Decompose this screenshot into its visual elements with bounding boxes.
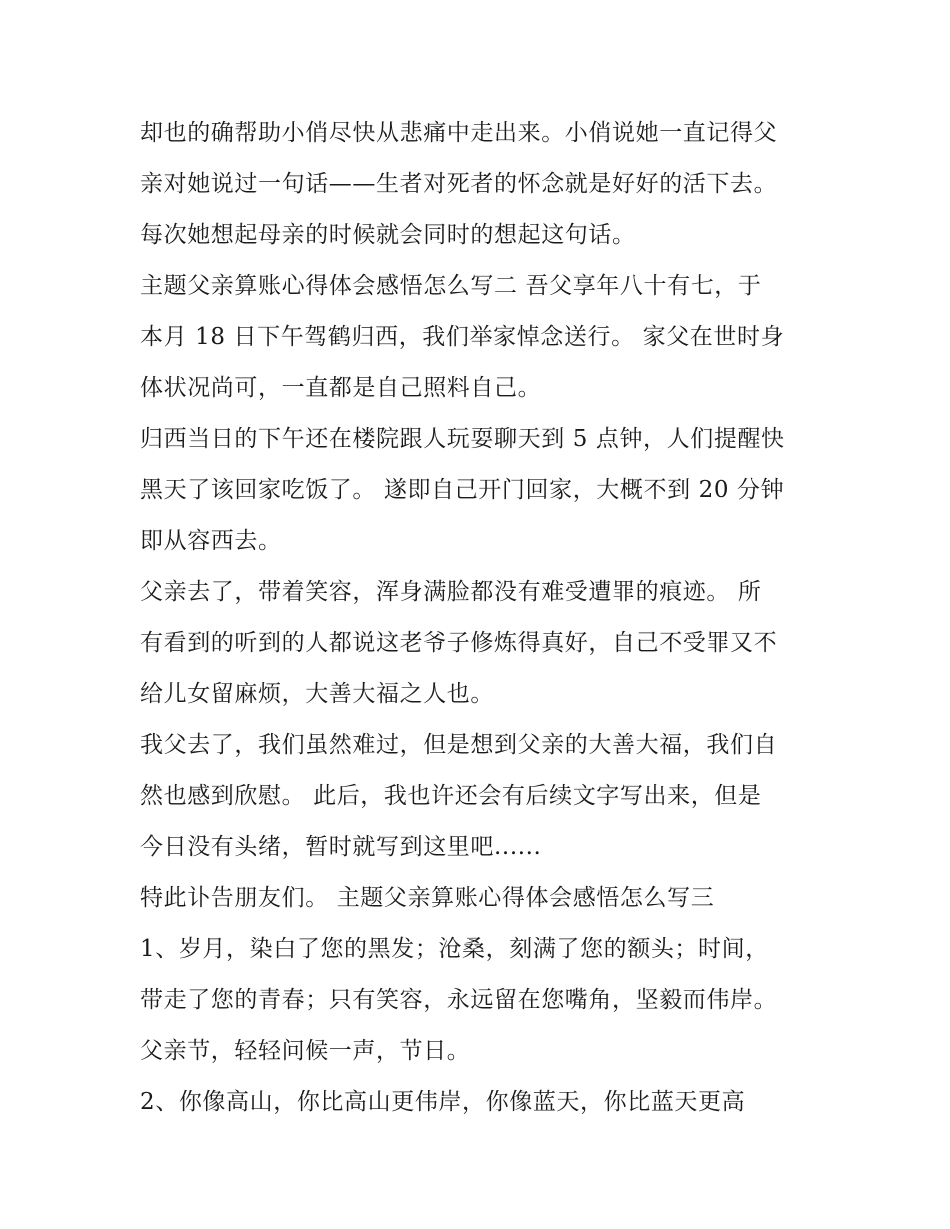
text-line: 2、你像高山，你比高山更伟岸，你像蓝天，你比蓝天更高	[140, 1089, 746, 1115]
text-line: 却也的确帮助小俏尽快从悲痛中走出来。小俏说她一直记得父	[140, 120, 778, 146]
text-line: 每次她想起母亲的时候就会同时的想起这句话。	[140, 222, 636, 248]
text-line: 即从容西去。	[140, 528, 282, 554]
text-line: 今日没有头绪，暂时就写到这里吧......	[140, 834, 542, 860]
text-line: 然也感到欣慰。 此后，我也许还会有后续文字写出来，但是	[140, 783, 762, 809]
text-line: 父亲去了，带着笑容，浑身满脸都没有难受遭罪的痕迹。 所	[140, 579, 762, 605]
text-line: 我父去了，我们虽然难过，但是想到父亲的大善大福，我们自	[140, 732, 778, 758]
text-line: 归西当日的下午还在楼院跟人玩耍聊天到 5 点钟，人们提醒快	[140, 426, 785, 452]
text-line: 亲对她说过一句话——生者对死者的怀念就是好好的活下去。	[140, 171, 778, 197]
text-line: 主题父亲算账心得体会感悟怎么写二 吾父享年八十有七，于	[140, 273, 762, 299]
text-line: 带走了您的青春；只有笑容，永远留在您嘴角，坚毅而伟岸。	[140, 987, 778, 1013]
text-line: 给儿女留麻烦，大善大福之人也。	[140, 681, 494, 707]
text-line: 黑天了该回家吃饭了。 遂即自己开门回家，大概不到 20 分钟	[140, 477, 785, 503]
text-line: 1、岁月，染白了您的黑发；沧桑，刻满了您的额头；时间，	[140, 936, 769, 962]
text-line: 特此讣告朋友们。 主题父亲算账心得体会感悟怎么写三	[140, 885, 715, 911]
text-line: 有看到的听到的人都说这老爷子修炼得真好，自己不受罪又不	[140, 630, 778, 656]
text-line: 本月 18 日下午驾鹤归西，我们举家悼念送行。 家父在世时身	[140, 324, 785, 350]
text-line: 体状况尚可，一直都是自己照料自己。	[140, 375, 542, 401]
document-body	[140, 108, 820, 1128]
text-line: 父亲节，轻轻问候一声，节日。	[140, 1038, 471, 1064]
